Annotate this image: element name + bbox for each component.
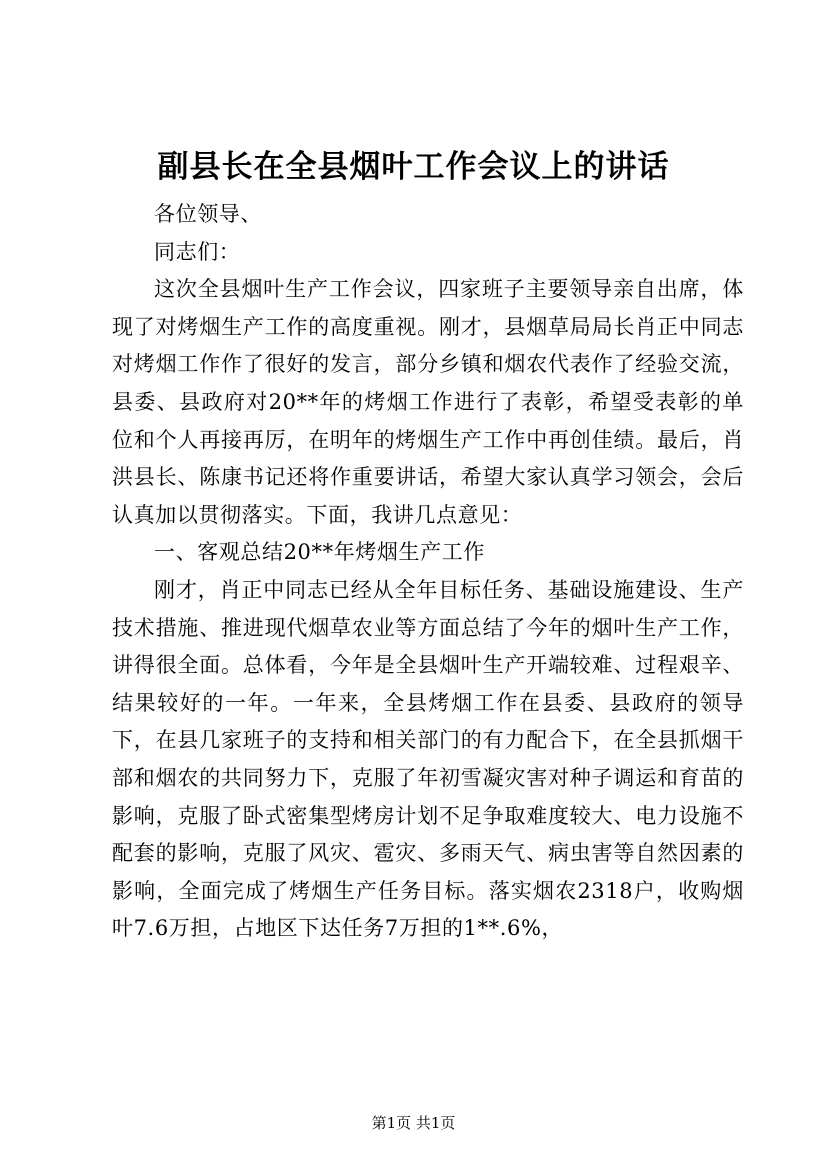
document-body [112,196,744,948]
body-paragraph: 这次全县烟叶生产工作会议，四家班子主要领导亲自出席，体现了对烤烟生产工作的高度重视。刚才，县烟草局局长肖正中同志对烤烟工作作了很好的发言，部分乡镇和烟农代表作了经验交流，县委、县政府对20**年的烤烟工作进行了表彰，希望受表彰的单位和个人再接再厉，在明年的烤烟生产工作中再创佳绩。最后，肖洪县长、陈康书记还将作重要讲话，希望大家认真学习领会，会后认真加以贯彻落实。下面，我讲几点意见： [112,277,744,527]
body-paragraph: 刚才，肖正中同志已经从全年目标任务、基础设施建设、生产技术措施、推进现代烟草农业等方面总结了今年的烟叶生产工作，讲得很全面。总体看，今年是全县烟叶生产开端较难、过程艰辛、结果较好的一年。一年来，全县烤烟工作在县委、县政府的领导下，在县几家班子的支持和相关部门的有力配合下，在全县抓烟干部和烟农的共同努力下，克服了年初雪凝灾害对种子调运和育苗的影响，克服了卧式密集型烤房计划不足争取难度较大、电力设施不配套的影响，克服了风灾、雹灾、多雨天气、病虫害等自然因素的影响，全面完成了烤烟生产任务目标。落实烟农2318户，收购烟叶7.6万担，占地区下达任务7万担的1**.6%， [112,577,744,941]
greeting-line: 同志们： [154,239,241,264]
greeting-line: 各位领导、 [154,202,262,226]
document-title: 副县长在全县烟叶工作会议上的讲话 [157,149,670,185]
section-heading: 一、客观总结20**年烤烟生产工作 [154,540,485,565]
page-footer: 第1页 共1页 [371,1114,456,1132]
